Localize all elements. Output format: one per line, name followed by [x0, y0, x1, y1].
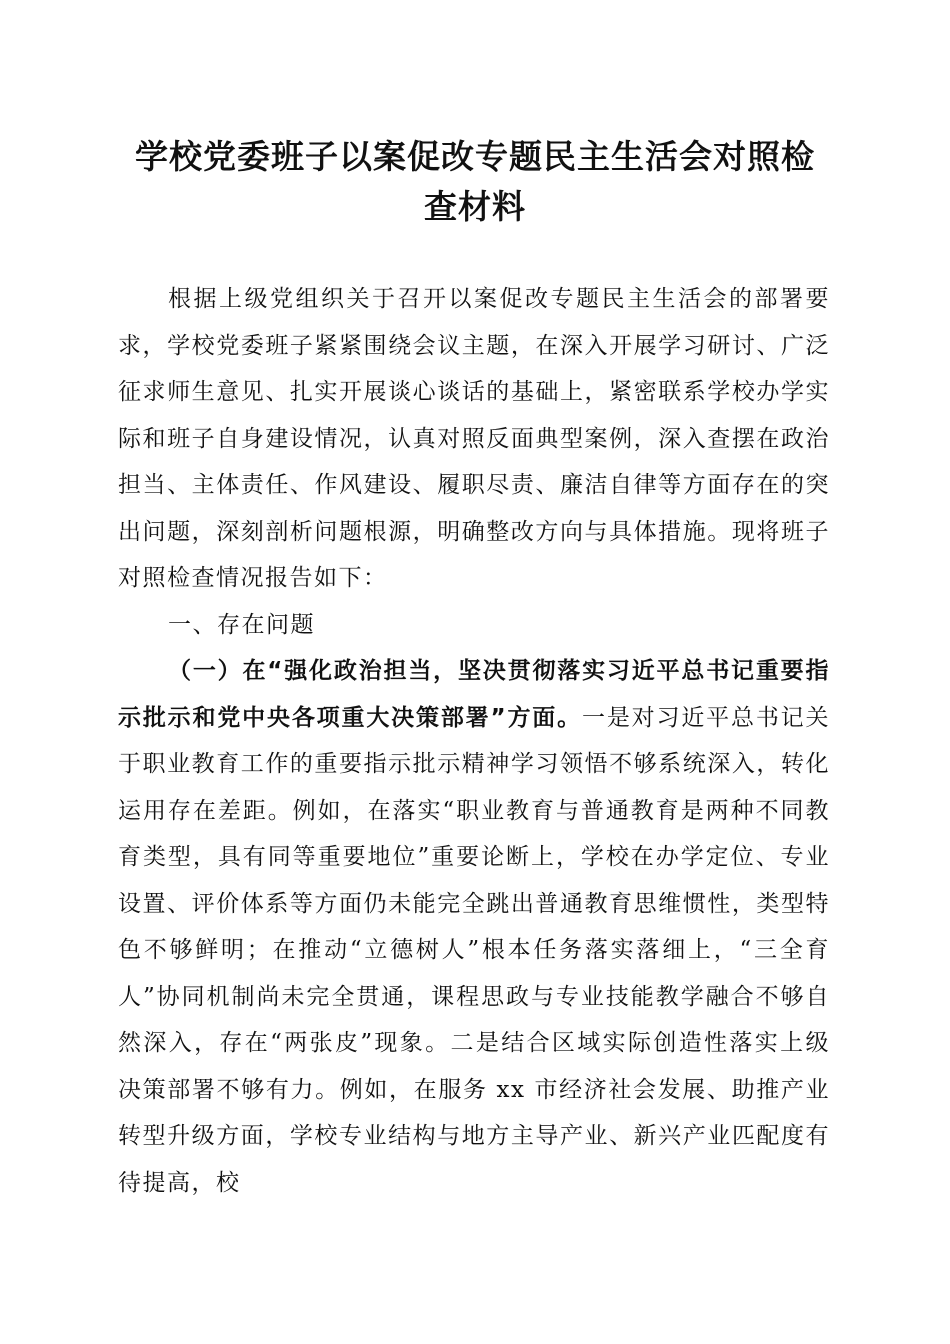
subsection-body: 一是对习近平总书记关于职业教育工作的重要指示批示精神学习领悟不够系统深入，转化运用存在差距。例如，在落实“职业教育与普通教育是两种不同教育类型，具有同等重要地位”重要论断上，学校在办学定位、专业设置、评价体系等方面仍未能完全跳出普通教育思维惯性，类型特色不够鲜明；在推动“立德树人”根本任务落实落细上，“三全育人”协同机制尚未完全贯通，课程思政与专业技能教学融合不够自然深入，存在“两张皮”现象。二是结合区域实际创造性落实上级决策部署不够有力。例如，在服务 xx 市经济社会发展、助推产业转型升级方面，学校专业结构与地方主导产业、新兴产业匹配度有待提高，校 — [118, 704, 830, 1196]
subsection-heading: （一）在“强化政治担当，坚决贯彻落实习近平总书记重要指示批示和党中央各项重大决策部署”方面。 — [118, 658, 830, 731]
section-heading: 一、存在问题 — [168, 611, 315, 638]
intro-paragraph: 根据上级党组织关于召开以案促改专题民主生活会的部署要求，学校党委班子紧紧围绕会议主题，在深入开展学习研讨、广泛征求师生意见、扎实开展谈心谈话的基础上，紧密联系学校办学实际和班子自身建设情况，认真对照反面典型案例，深入查摆在政治担当、主体责任、作风建设、履职尽责、廉洁自律等方面存在的突出问题，深刻剖析问题根源，明确整改方向与具体措施。现将班子对照检查情况报告如下： — [118, 286, 830, 591]
title-line-1: 学校党委班子以案促改专题民主生活会对照检 — [135, 137, 815, 176]
document-body — [118, 276, 830, 1206]
document-title — [110, 132, 840, 232]
subsection-paragraph — [118, 648, 830, 1206]
title-line-2: 查材料 — [424, 187, 526, 226]
